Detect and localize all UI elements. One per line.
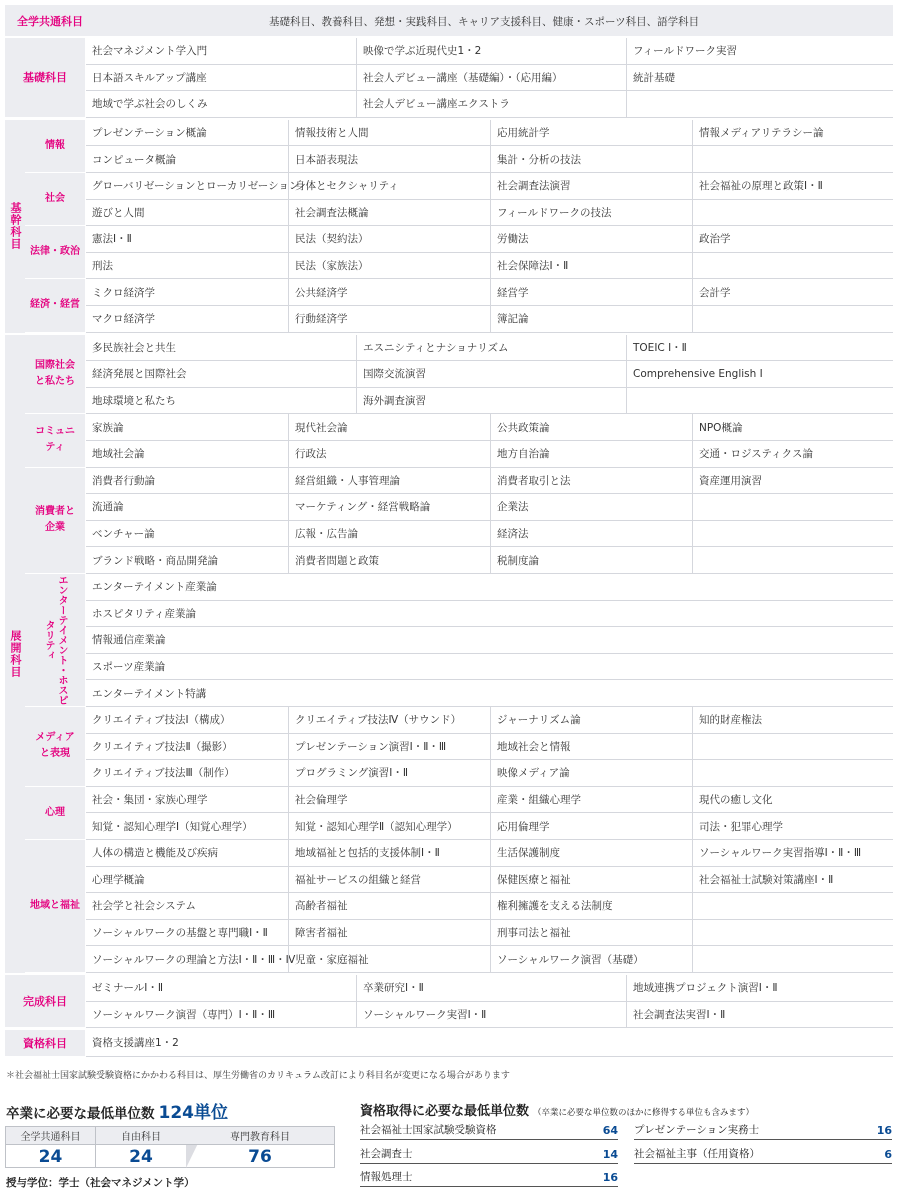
course-cell: 現代社会論	[288, 414, 490, 440]
course-cell: クリエイティブ技法Ⅲ（制作）	[92, 767, 235, 780]
course-cell	[692, 760, 893, 786]
unit-col-major	[186, 1127, 334, 1167]
subcategory-text: 国際社会と私たち	[35, 359, 75, 387]
table-row	[86, 787, 893, 814]
course-cell: 行政法	[288, 441, 490, 467]
course-cell	[692, 547, 893, 573]
course-cell: 映像で学ぶ近現代史1・2	[356, 38, 626, 64]
qualification-row	[634, 1144, 892, 1164]
subcategory-label	[25, 279, 85, 331]
course-cell: 社会人デビュー講座エクストラ	[356, 91, 626, 117]
course-cell: 多民族社会と共生	[92, 341, 176, 354]
qualification-name: 情報処理士	[360, 1171, 413, 1183]
qualification-subtitle: （卒業に必要な単位数のほかに修得する単位も含みます）	[533, 1108, 755, 1118]
course-cell: 映像メディア論	[490, 760, 692, 786]
course-cell: マーケティング・経営戦略論	[288, 494, 490, 520]
subcategory-label	[25, 707, 85, 786]
course-cell: クリエイティブ技法Ⅱ（撮影）	[92, 740, 233, 753]
course-cell: ソーシャルワークの基盤と専門職Ⅰ・Ⅱ	[92, 927, 268, 940]
course-cell: 資産運用演習	[692, 468, 893, 494]
subcategory-label	[25, 414, 85, 466]
course-cell: 公共政策論	[490, 414, 692, 440]
course-cell	[692, 494, 893, 520]
course-cell: 簿記論	[490, 306, 692, 332]
table-row	[86, 893, 893, 920]
course-cell: 司法・犯罪心理学	[692, 813, 893, 839]
course-cell: 卒業研究Ⅰ・Ⅱ	[356, 975, 626, 1001]
course-cell: 統計基礎	[626, 65, 893, 91]
table-row	[86, 306, 893, 333]
course-cell: エンターテイメント特講	[92, 687, 207, 700]
course-cell: ジャーナリズム論	[490, 707, 692, 733]
subcategory-text: 情報	[45, 139, 65, 151]
unit-col-value: 76	[248, 1146, 272, 1167]
course-cell: グローバリゼーションとローカリゼーション	[92, 180, 300, 193]
course-cell: 行動経済学	[288, 306, 490, 332]
course-cell: クリエイティブ技法Ⅳ（サウンド）	[288, 707, 490, 733]
qualification-label: 資格取得に必要な最低単位数	[360, 1104, 530, 1119]
course-cell: 集計・分析の技法	[490, 146, 692, 172]
table-row	[86, 253, 893, 280]
table-row	[86, 279, 893, 306]
course-cell: 人体の構造と機能及び疾病	[92, 847, 218, 860]
course-cell: 社会福祉士試験対策講座Ⅰ・Ⅱ	[692, 867, 893, 893]
course-cell: 社会・集団・家族心理学	[92, 794, 208, 807]
qualification-value: 16	[602, 1171, 618, 1184]
table-row	[86, 867, 893, 894]
footnote: ＊社会福祉士国家試験受験資格にかかわる科目は、厚生労働省のカリキュラム改訂により科目名が変更になる場合があります	[6, 1071, 510, 1081]
table-row	[86, 1002, 893, 1029]
category-label: 基幹科目	[5, 120, 25, 333]
subcategory-label	[25, 226, 85, 278]
qualification-name: プレゼンテーション実務士	[634, 1124, 760, 1136]
course-cell: 刑法	[92, 260, 113, 273]
subcategory-label	[25, 173, 85, 225]
table-row	[86, 494, 893, 521]
category-label: 資格科目	[5, 1030, 85, 1056]
subcategory-text: 地域と福祉	[30, 900, 80, 911]
qualification-name: 社会調査士	[360, 1148, 413, 1160]
course-cell: 社会福祉の原理と政策Ⅰ・Ⅱ	[692, 173, 893, 199]
course-cell: 国際交流演習	[356, 361, 626, 387]
curriculum-table	[5, 38, 893, 1050]
table-row	[86, 627, 893, 654]
course-cell: 社会人デビュー講座（基礎編）・（応用編）	[356, 65, 626, 91]
table-row	[86, 335, 893, 362]
common-subjects-row	[5, 5, 893, 36]
course-cell: 労働法	[490, 226, 692, 252]
table-row	[86, 574, 893, 601]
course-cell: 家族論	[92, 421, 124, 434]
course-cell	[692, 946, 893, 972]
table-row	[86, 173, 893, 200]
unit-col-label: 全学共通科目	[6, 1127, 95, 1145]
course-cell: 権利擁護を支える法制度	[490, 893, 692, 919]
common-subjects-label: 全学共通科目	[17, 15, 83, 28]
min-units-label: 卒業に必要な最低単位数	[6, 1106, 155, 1122]
unit-col-common	[6, 1127, 96, 1167]
table-row	[86, 226, 893, 253]
qualification-name: 社会福祉士国家試験受験資格	[360, 1124, 497, 1136]
course-cell: 日本語スキルアップ講座	[92, 71, 207, 84]
table-row	[86, 38, 893, 65]
qualification-value: 64	[602, 1124, 618, 1137]
table-row	[86, 707, 893, 734]
course-cell: TOEIC Ⅰ・Ⅱ	[626, 335, 893, 361]
course-cell: ゼミナールⅠ・Ⅱ	[92, 982, 164, 995]
course-cell: 社会倫理学	[288, 787, 490, 813]
course-cell: 地域で学ぶ社会のしくみ	[92, 98, 208, 111]
subcategory-text: 心理	[45, 806, 65, 818]
course-cell: スポーツ産業論	[92, 661, 166, 674]
course-cell: フィールドワーク実習	[626, 38, 893, 64]
qualification-value: 16	[876, 1124, 892, 1137]
unit-col-value: 24	[38, 1146, 63, 1167]
course-cell: 児童・家庭福祉	[288, 946, 490, 972]
subcategory-text: 社会	[45, 193, 65, 205]
course-cell: ブランド戦略・商品開発論	[92, 554, 218, 567]
course-cell: 憲法Ⅰ・Ⅱ	[92, 233, 132, 246]
table-row	[86, 521, 893, 548]
subcategory-label	[25, 840, 85, 972]
course-cell: 情報メディアリテラシー論	[692, 120, 893, 146]
course-cell: 障害者福祉	[288, 920, 490, 946]
course-cell: エスニシティとナショナリズム	[356, 335, 626, 361]
course-cell: 知的財産権法	[692, 707, 893, 733]
course-cell: NPO概論	[692, 414, 893, 440]
subcategory-label	[25, 468, 85, 573]
course-cell: 福祉サービスの組織と経営	[288, 867, 490, 893]
course-cell: 社会調査法実習Ⅰ・Ⅱ	[626, 1002, 893, 1028]
course-cell: プレゼンテーション演習Ⅰ・Ⅱ・Ⅲ	[288, 734, 490, 760]
course-cell: 現代の癒し文化	[692, 787, 893, 813]
course-cell: 社会調査法演習	[490, 173, 692, 199]
course-cell: 地域連携プロジェクト演習Ⅰ・Ⅱ	[626, 975, 893, 1001]
table-row	[86, 120, 893, 147]
course-cell: 社会学と社会システム	[92, 900, 196, 913]
course-cell: 応用統計学	[490, 120, 692, 146]
course-cell: 高齢者福祉	[288, 893, 490, 919]
table-row	[86, 975, 893, 1002]
course-cell: ベンチャー論	[92, 528, 155, 541]
course-cell: ソーシャルワーク実習指導Ⅰ・Ⅱ・Ⅲ	[692, 840, 893, 866]
category-label: 完成科目	[5, 975, 85, 1027]
subcategory-text: コミュニティ	[35, 426, 75, 454]
subcategory-text: メディアと表現	[35, 732, 75, 760]
course-cell: マクロ経済学	[92, 313, 155, 326]
course-cell: 社会マネジメント学入門	[92, 45, 208, 58]
category-label: 基礎科目	[5, 38, 85, 117]
course-cell: 情報通信産業論	[92, 634, 166, 647]
course-cell: 会計学	[692, 279, 893, 305]
course-cell	[692, 146, 893, 172]
table-row	[86, 468, 893, 495]
table-row	[86, 414, 893, 441]
unit-col-value: 24	[129, 1146, 153, 1167]
qualification-row	[360, 1120, 618, 1140]
degree-text: 授与学位：学士（社会マネジメント学）	[6, 1177, 195, 1189]
course-cell: 遊びと人間	[92, 206, 145, 219]
subcategory-label	[25, 787, 85, 839]
course-cell: Comprehensive English Ⅰ	[626, 361, 893, 387]
table-row	[86, 441, 893, 468]
course-cell: 税制度論	[490, 547, 692, 573]
course-cell: 地域社会と情報	[490, 734, 692, 760]
course-cell	[692, 920, 893, 946]
table-row	[86, 734, 893, 761]
min-units-box	[5, 1126, 335, 1168]
course-cell	[692, 521, 893, 547]
course-cell: 消費者問題と政策	[288, 547, 490, 573]
qualification-row	[360, 1167, 618, 1187]
category-label: 展開科目	[5, 335, 25, 973]
course-cell: 広報・広告論	[288, 521, 490, 547]
table-row	[86, 680, 893, 707]
course-cell: 地域福祉と包括的支援体制Ⅰ・Ⅱ	[288, 840, 490, 866]
course-cell: コンピュータ概論	[92, 153, 176, 166]
subcategory-label	[25, 335, 85, 414]
subcategory-text: エンターテイメント・ホスピタリティ	[43, 575, 67, 705]
course-cell	[692, 200, 893, 226]
course-cell: 流通論	[92, 501, 124, 514]
course-cell: 知覚・認知心理学Ⅰ（知覚心理学）	[92, 820, 253, 833]
course-cell: フィールドワークの技法	[490, 200, 692, 226]
table-row	[86, 361, 893, 388]
table-row	[86, 547, 893, 574]
subcategory-label	[25, 574, 85, 706]
qualification-row	[634, 1120, 892, 1140]
course-cell	[626, 91, 893, 117]
qualification-value: 6	[884, 1148, 892, 1161]
course-cell: 社会保障法Ⅰ・Ⅱ	[490, 253, 692, 279]
min-units-title	[6, 1098, 228, 1123]
subcategory-text: 法律・政治	[30, 246, 80, 258]
course-cell: 地球環境と私たち	[92, 395, 176, 408]
course-cell: 情報技術と人間	[288, 120, 490, 146]
course-cell	[626, 388, 893, 414]
course-cell	[692, 893, 893, 919]
course-cell: 地方自治論	[490, 441, 692, 467]
course-cell	[692, 734, 893, 760]
course-cell: 身体とセクシャリティ	[288, 173, 490, 199]
course-cell: 消費者取引と法	[490, 468, 692, 494]
course-cell: 刑事司法と福祉	[490, 920, 692, 946]
table-row	[86, 840, 893, 867]
unit-col-free	[96, 1127, 186, 1167]
course-cell: 知覚・認知心理学Ⅱ（認知心理学）	[288, 813, 490, 839]
course-cell: ソーシャルワーク実習Ⅰ・Ⅱ	[356, 1002, 626, 1028]
course-cell: 保健医療と福祉	[490, 867, 692, 893]
course-cell: クリエイティブ技法Ⅰ（構成）	[92, 714, 231, 727]
course-cell: 応用倫理学	[490, 813, 692, 839]
table-row	[86, 200, 893, 227]
course-cell	[692, 253, 893, 279]
table-row	[86, 760, 893, 787]
course-cell: 日本語表現法	[288, 146, 490, 172]
course-cell: 経済発展と国際社会	[92, 368, 187, 381]
course-cell: プログラミング演習Ⅰ・Ⅱ	[288, 760, 490, 786]
unit-col-label: 自由科目	[96, 1127, 186, 1145]
course-cell: 地域社会論	[92, 448, 145, 461]
table-row	[86, 654, 893, 681]
course-cell: エンターテイメント産業論	[92, 581, 217, 594]
table-row	[86, 1030, 893, 1057]
course-cell: 経済法	[490, 521, 692, 547]
qualification-row	[360, 1144, 618, 1164]
course-cell: ミクロ経済学	[92, 286, 155, 299]
course-cell: 社会調査法概論	[288, 200, 490, 226]
unit-col-label: 専門教育科目	[186, 1127, 334, 1145]
course-cell: 経営学	[490, 279, 692, 305]
table-row	[86, 146, 893, 173]
table-row	[86, 946, 893, 973]
course-cell: 消費者行動論	[92, 474, 155, 487]
course-cell: 生活保護制度	[490, 840, 692, 866]
course-cell: 政治学	[692, 226, 893, 252]
course-cell: 心理学概論	[92, 873, 145, 886]
table-row	[86, 920, 893, 947]
course-cell: 民法（契約法）	[288, 226, 490, 252]
course-cell: プレゼンテーション概論	[92, 127, 207, 140]
course-cell	[692, 306, 893, 332]
course-cell: 産業・組織心理学	[490, 787, 692, 813]
course-cell: 海外調査演習	[356, 388, 626, 414]
table-row	[86, 601, 893, 628]
course-cell: ソーシャルワークの理論と方法Ⅰ・Ⅱ・Ⅲ・Ⅳ	[92, 953, 296, 966]
course-cell: 経営組織・人事管理論	[288, 468, 490, 494]
course-cell: ホスピタリティ産業論	[92, 607, 196, 620]
table-row	[86, 65, 893, 92]
qualification-name: 社会福祉主事（任用資格）	[634, 1148, 760, 1160]
course-cell: ソーシャルワーク演習（専門）Ⅰ・Ⅱ・Ⅲ	[92, 1008, 276, 1021]
course-cell: ソーシャルワーク演習（基礎）	[490, 946, 692, 972]
subcategory-label	[25, 120, 85, 172]
course-cell: 民法（家族法）	[288, 253, 490, 279]
qualification-title	[360, 1100, 754, 1119]
course-cell: 資格支援講座1・2	[92, 1037, 179, 1050]
qualification-value: 14	[602, 1148, 618, 1161]
table-row	[86, 388, 893, 415]
table-row	[86, 813, 893, 840]
subcategory-text: 経済・経営	[30, 299, 80, 311]
table-row	[86, 91, 893, 118]
common-subjects-value: 基礎科目、教養科目、発想・実践科目、キャリア支援科目、健康・スポーツ科目、語学科目	[269, 16, 700, 28]
course-cell: 交通・ロジスティクス論	[692, 441, 893, 467]
min-units-total: 124単位	[158, 1103, 228, 1123]
course-cell: 企業法	[490, 494, 692, 520]
course-cell: 公共経済学	[288, 279, 490, 305]
subcategory-text: 消費者と企業	[35, 506, 75, 534]
